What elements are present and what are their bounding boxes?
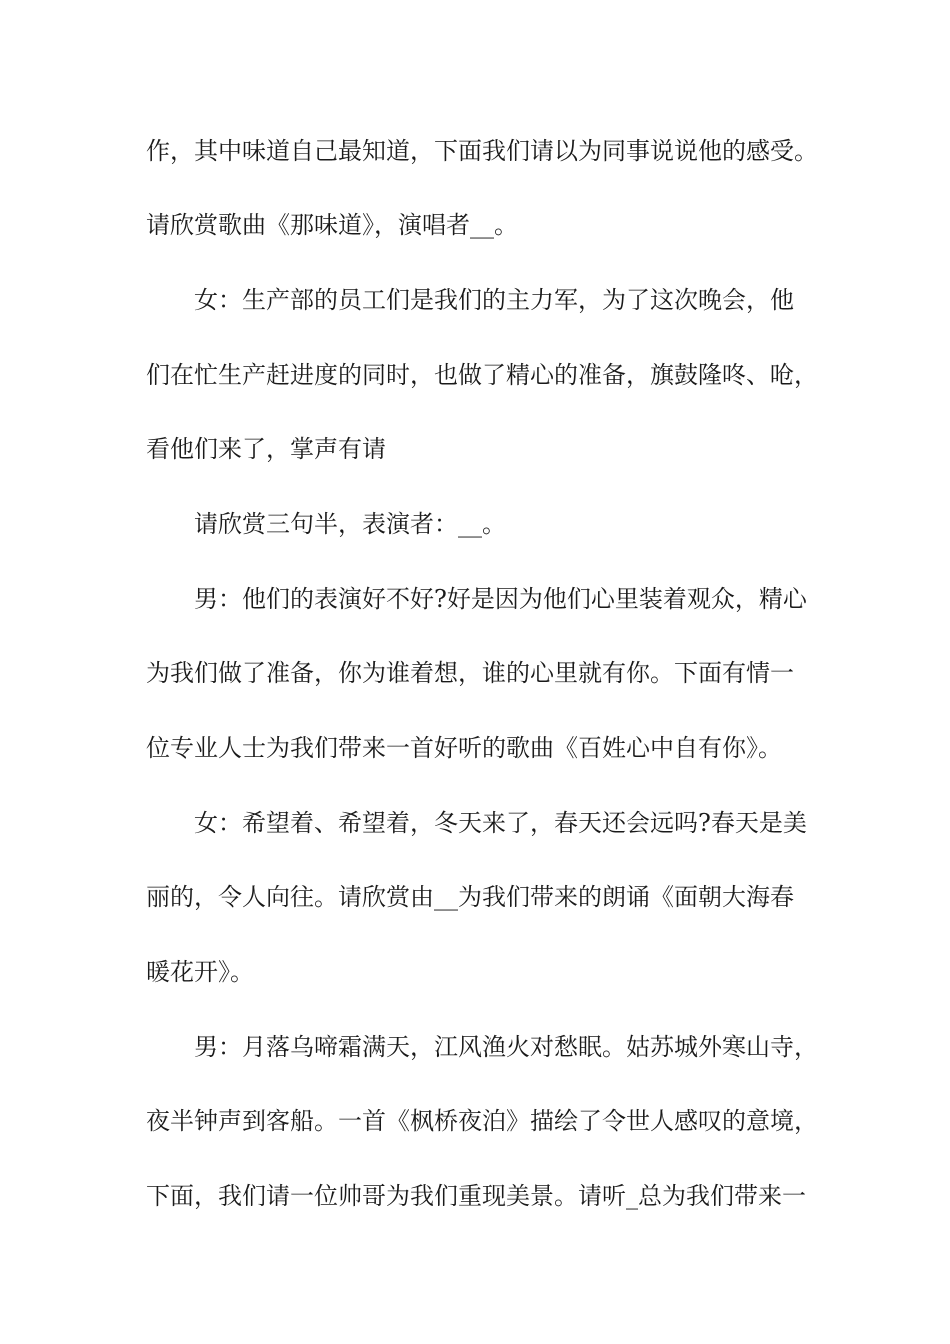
text-line-5: 看他们来了，掌声有请 — [146, 435, 386, 463]
text-line-12: 暖花开》。 — [146, 958, 254, 986]
text-line-1: 作，其中味道自己最知道，下面我们请以为同事说说他的感受。 — [146, 137, 818, 165]
text-line-3: 女：生产部的员工们是我们的主力军，为了这次晚会，他 — [194, 286, 794, 314]
text-line-15: 下面，我们请一位帅哥为我们重现美景。请听_总为我们带来一 — [146, 1182, 806, 1210]
text-line-7: 男：他们的表演好不好?好是因为他们心里装着观众，精心 — [194, 585, 807, 613]
text-line-14: 夜半钟声到客船。一首《枫桥夜泊》描绘了令世人感叹的意境， — [146, 1107, 818, 1135]
text-line-4: 们在忙生产赶进度的同时，也做了精心的准备，旗鼓隆咚、呛， — [146, 361, 818, 389]
text-line-10: 女：希望着、希望着，冬天来了，春天还会远吗?春天是美 — [194, 809, 807, 837]
text-line-11: 丽的，令人向往。请欣赏由__为我们带来的朗诵《面朝大海春 — [146, 883, 794, 911]
text-line-2: 请欣赏歌曲《那味道》，演唱者__。 — [146, 211, 518, 239]
text-line-9: 位专业人士为我们带来一首好听的歌曲《百姓心中自有你》。 — [146, 734, 782, 762]
text-line-8: 为我们做了准备，你为谁着想，谁的心里就有你。下面有情一 — [146, 659, 794, 687]
text-line-6: 请欣赏三句半，表演者：__。 — [194, 510, 506, 538]
text-line-13: 男：月落乌啼霜满天，江风渔火对愁眠。姑苏城外寒山寺， — [194, 1033, 818, 1061]
